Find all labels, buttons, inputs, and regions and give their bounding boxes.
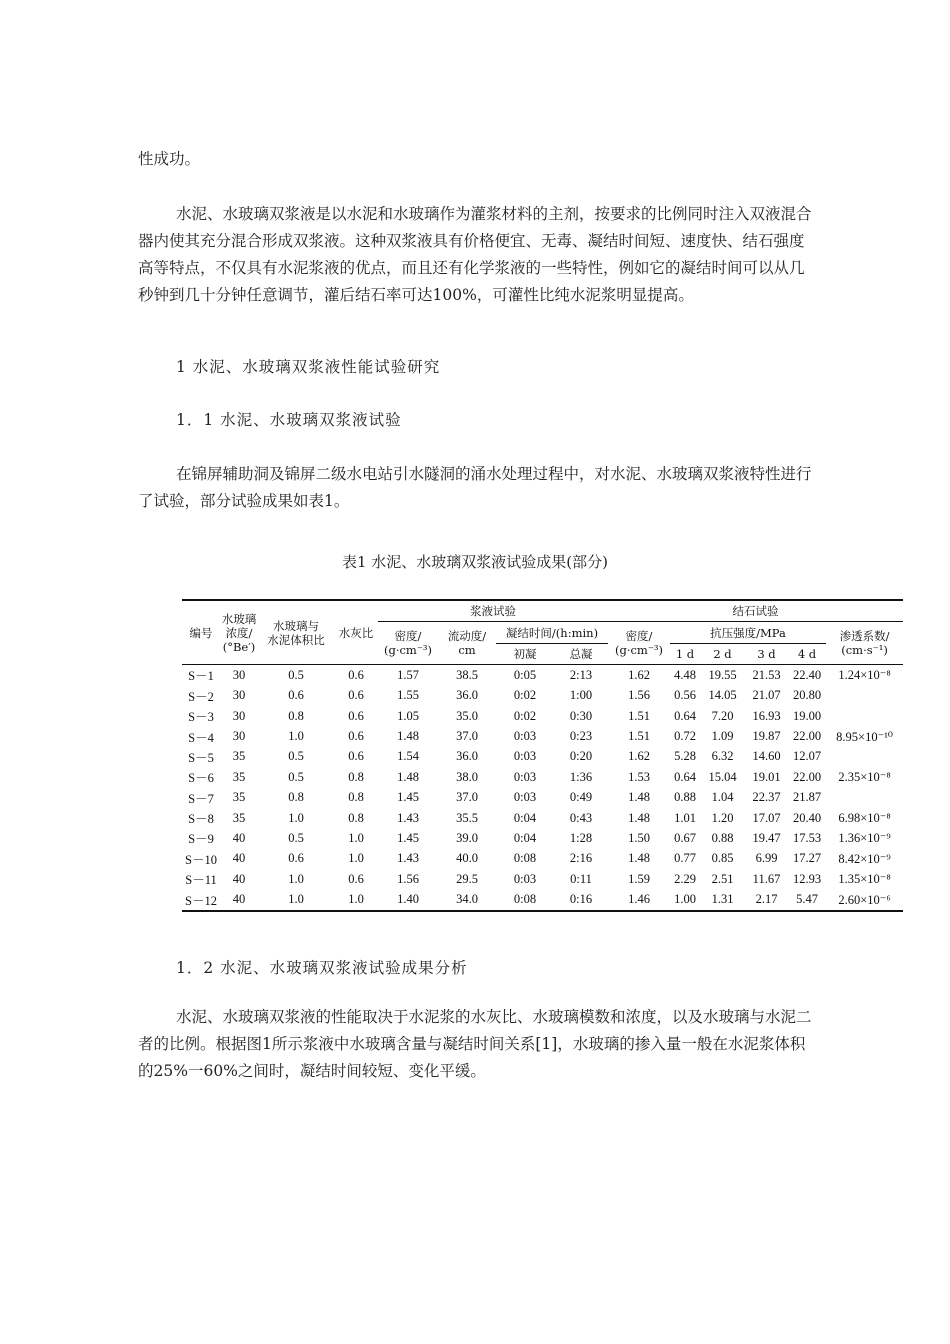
table-cell: 11.67 [752, 871, 781, 886]
table-row [182, 686, 903, 706]
table-cell: 0.6 [348, 708, 364, 723]
col-header-flow [438, 622, 496, 665]
table-cell: 0.8 [348, 790, 364, 805]
table-cell: 0:02 [513, 708, 537, 723]
table-cell: 0:02 [513, 688, 537, 703]
table-row [182, 849, 903, 869]
table-cell: 0:03 [513, 871, 537, 886]
table-cell: 6.32 [711, 749, 734, 764]
col-header-3d: 3 d [745, 643, 788, 664]
table-cell: 40 [232, 871, 246, 886]
table-cell: 14.60 [752, 749, 781, 764]
table-cell: 21.87 [792, 790, 822, 805]
table-cell: 0.72 [674, 729, 696, 744]
table-cell: 36.0 [456, 749, 478, 764]
table-cell: 0:08 [513, 851, 537, 866]
table-row [182, 788, 903, 808]
col-header-stone-density-line1: 密度/ [625, 629, 653, 644]
table-cell: 0.67 [674, 830, 696, 845]
table-cell: 2.35×10⁻⁸ [838, 770, 891, 785]
table-cell: 35 [232, 810, 246, 825]
table-cell: S－9 [188, 832, 214, 847]
table-cell: 1.43 [397, 810, 419, 825]
table-cell: 37.0 [456, 729, 478, 744]
table-cell: 40 [232, 830, 246, 845]
table-cell: 21.07 [752, 688, 781, 703]
table-cell: 1.45 [397, 790, 419, 805]
table-cell: 0:49 [569, 790, 593, 805]
results-table [182, 599, 903, 912]
table-cell: 1.56 [397, 871, 419, 886]
table-cell: 0.6 [288, 851, 304, 866]
table-row [182, 665, 903, 686]
table-cell: 40.0 [456, 851, 478, 866]
table-row [182, 869, 903, 889]
table-row [182, 808, 903, 828]
table-cell: 1.04 [711, 790, 734, 805]
table-cell: 5.47 [788, 889, 826, 910]
col-header-id: 编号 [182, 600, 220, 665]
table-cell: 17.07 [752, 810, 781, 825]
table-cell: S－1 [188, 669, 214, 684]
table-cell: 1.56 [628, 688, 650, 703]
table-cell: 1.53 [628, 769, 650, 784]
col-header-concentration-line3: (°Be′) [222, 639, 256, 654]
table-cell: 22.37 [752, 790, 781, 805]
col-header-volume-ratio [258, 600, 334, 665]
table-cell: 1.48 [397, 729, 419, 744]
table-row [182, 706, 903, 726]
table-cell: 20.80 [792, 688, 822, 703]
table-cell: 1.31 [700, 889, 745, 910]
col-header-permeability-line2: (cm·s⁻¹) [841, 643, 888, 658]
section-heading-1: 1 水泥、水玻璃双浆液性能试验研究 [176, 358, 441, 376]
table-cell: 0.77 [674, 851, 696, 866]
col-header-volume-ratio-line2: 水泥体积比 [267, 632, 325, 647]
table-cell: 2.51 [711, 871, 734, 886]
table-row [182, 726, 903, 746]
table-cell [826, 686, 903, 706]
table-cell: 19.55 [708, 667, 737, 682]
table-cell: 40 [232, 851, 246, 866]
table-cell: 6.98×10⁻⁸ [838, 811, 891, 826]
table-cell: 38.5 [456, 667, 478, 682]
table-body [182, 665, 903, 911]
table-cell: 0.88 [711, 830, 734, 845]
col-header-setting-time: 凝结时间/(h:min) [496, 622, 608, 643]
table-cell: 14.05 [708, 688, 737, 703]
table-cell: 1.57 [397, 667, 419, 682]
table-cell: 1.0 [348, 851, 364, 866]
table-cell: 1.46 [608, 889, 670, 910]
table-cell: 0.8 [348, 810, 364, 825]
analysis-paragraph: 水泥、水玻璃双浆液的性能取决于水泥浆的水灰比、水玻璃模数和浓度，以及水玻璃与水泥二者的比例。根据图1所示浆液中水玻璃含量与凝结时间关系[1]，水玻璃的掺入量一般在水泥浆体积的25%一60%之间时，凝结时间较短、变化平缓。 [138, 1008, 812, 1080]
table-cell: 0.6 [348, 871, 364, 886]
col-header-water-cement: 水灰比 [334, 600, 378, 665]
table-row [182, 747, 903, 767]
table-caption: 表1 水泥、水玻璃双浆液试验成果(部分) [341, 553, 609, 571]
table-cell: 1.0 [288, 729, 304, 744]
table-cell: 1.24×10⁻⁸ [838, 668, 891, 683]
table-cell: S－5 [188, 750, 214, 765]
table-cell: 7.20 [711, 708, 734, 723]
table-cell: 1.45 [397, 830, 419, 845]
table-cell: 2.17 [745, 889, 788, 910]
table-cell: 19.47 [752, 830, 781, 845]
table-cell: 6.99 [755, 851, 778, 866]
table-cell: 0:03 [513, 790, 537, 805]
table-cell: 36.0 [456, 688, 478, 703]
col-header-flow-line2: cm [458, 643, 476, 658]
table-cell: S－2 [188, 689, 214, 704]
table-cell: 1.54 [397, 749, 419, 764]
table-cell [826, 706, 903, 726]
table-cell: 0.8 [348, 769, 364, 784]
table-cell: 22.40 [792, 667, 822, 682]
table-cell: 20.40 [792, 810, 822, 825]
table-cell: 8.95×10⁻¹⁰ [836, 729, 893, 744]
col-header-grout-density [378, 622, 438, 665]
table-cell: 1.0 [288, 810, 304, 825]
table-cell: 1.48 [628, 810, 650, 825]
table-cell: 0.56 [674, 688, 696, 703]
table-cell: 37.0 [456, 790, 478, 805]
table-cell: 30 [232, 708, 246, 723]
col-header-concentration-line1: 水玻璃 [221, 611, 257, 626]
col-header-permeability [826, 622, 903, 665]
table-cell: 5.28 [674, 749, 696, 764]
intro-paragraph: 水泥、水玻璃双浆液是以水泥和水玻璃作为灌浆材料的主剂，按要求的比例同时注入双液混合器内使其充分混合形成双浆液。这种双浆液具有价格便宜、无毒、凝结时间短、速度快、结石强度高等特点，不仅具有水泥浆液的优点，而且还有化学浆液的一些特性，例如它的凝结时间可以从几秒钟到几十分钟任意调节，灌后结石率可达100%，可灌性比纯水泥浆明显提高。 [138, 205, 812, 304]
col-header-concentration [220, 600, 258, 665]
table-cell: 17.53 [792, 830, 822, 845]
table-cell: 1.0 [288, 871, 304, 886]
table-cell: 0:03 [513, 769, 537, 784]
table-cell: S－4 [188, 730, 214, 745]
table-cell: 0:23 [569, 729, 593, 744]
table-cell: 2.60×10⁻⁶ [826, 889, 903, 910]
table-cell: S－12 [182, 889, 220, 910]
table-cell: 39.0 [456, 830, 478, 845]
table-cell: 1.0 [348, 830, 364, 845]
col-header-final-set: 总凝 [554, 643, 608, 664]
table-cell: 1.01 [674, 810, 696, 825]
table-cell: 35.0 [456, 708, 478, 723]
table-cell: 35 [232, 769, 246, 784]
table-cell: 40 [220, 889, 258, 910]
table-cell: 1.59 [628, 871, 650, 886]
group-header-stone: 结石试验 [608, 600, 903, 622]
table-cell: 0.5 [288, 769, 304, 784]
col-header-stone-density [608, 622, 670, 665]
table-cell: 0.85 [711, 851, 734, 866]
section-heading-1-2: 1．2 水泥、水玻璃双浆液试验成果分析 [176, 959, 468, 977]
section-heading-1-1: 1．1 水泥、水玻璃双浆液试验 [176, 411, 402, 429]
table-cell: 0:30 [569, 708, 593, 723]
table-cell: 19.00 [792, 708, 822, 723]
table-cell: 0:11 [570, 871, 592, 886]
table-cell: 1.48 [628, 851, 650, 866]
table-row [182, 889, 903, 910]
table-cell: S－10 [185, 852, 217, 867]
table-cell: 0.8 [288, 708, 304, 723]
table-header-row-1 [182, 600, 903, 622]
table-cell: 1.0 [258, 889, 334, 910]
table-cell: 22.00 [792, 769, 822, 784]
table-cell: 2.29 [674, 871, 696, 886]
table-cell: 4.48 [674, 667, 696, 682]
table-cell: 0.6 [288, 688, 304, 703]
table-cell: 1.0 [334, 889, 378, 910]
table-cell: 0.8 [288, 790, 304, 805]
table-cell: 0.64 [674, 708, 696, 723]
table-cell: 0.6 [348, 729, 364, 744]
table-cell: 0.6 [348, 749, 364, 764]
table-cell: 17.27 [792, 851, 822, 866]
table-cell: 34.0 [438, 889, 496, 910]
table-cell: 0.64 [674, 769, 696, 784]
table-cell: 8.42×10⁻⁹ [838, 851, 891, 866]
table-cell: 1.62 [628, 749, 650, 764]
table-cell: 1.55 [397, 688, 419, 703]
table-row [182, 767, 903, 787]
table-cell: 0:04 [513, 810, 537, 825]
table-cell: 0.88 [674, 790, 696, 805]
table-cell: 1.62 [628, 667, 650, 682]
col-header-grout-density-line2: (g·cm⁻³) [383, 643, 433, 658]
table-cell: 35 [232, 749, 246, 764]
table-cell: 0.6 [348, 667, 364, 682]
col-header-flow-line1: 流动度/ [447, 629, 487, 644]
table-row [182, 828, 903, 848]
table-cell: 30 [232, 729, 246, 744]
table-cell: 12.07 [792, 749, 822, 764]
table-cell: S－6 [188, 771, 214, 786]
table-cell: 2:13 [569, 667, 593, 682]
table-cell: S－11 [185, 873, 217, 888]
table-cell: 0:20 [569, 749, 593, 764]
table-cell: 1:36 [569, 769, 593, 784]
table-cell: 1.35×10⁻⁸ [838, 872, 891, 887]
table-cell: 15.04 [708, 769, 737, 784]
table-cell: 1.48 [628, 790, 650, 805]
col-header-grout-density-line1: 密度/ [394, 629, 422, 644]
table-cell: 19.87 [752, 729, 781, 744]
table-cell: 21.53 [752, 667, 781, 682]
table-cell: 0.6 [348, 688, 364, 703]
table-cell: 35.5 [456, 810, 478, 825]
col-header-stone-density-line2: (g·cm⁻³) [614, 643, 664, 658]
col-header-2d: 2 d [700, 643, 745, 664]
table-cell: 0:16 [554, 889, 608, 910]
continued-paragraph: 性成功。 [138, 150, 201, 168]
table-cell: 1.48 [397, 769, 419, 784]
table-cell: S－8 [188, 812, 214, 827]
col-header-permeability-line1: 渗透系数/ [839, 629, 890, 644]
table-cell: 0.5 [288, 667, 304, 682]
table-cell: 0:04 [513, 830, 537, 845]
table-cell: 12.93 [792, 871, 822, 886]
table-cell: 1.50 [628, 830, 650, 845]
table-cell: 35 [232, 790, 246, 805]
table-cell: 0:05 [513, 667, 537, 682]
table-cell: 1.36×10⁻⁹ [838, 831, 891, 846]
table-cell: 1.40 [378, 889, 438, 910]
table-cell: 19.01 [752, 769, 781, 784]
col-header-4d: 4 d [788, 643, 826, 664]
table-cell: S－3 [188, 710, 214, 725]
col-header-concentration-line2: 浓度/ [225, 625, 253, 640]
table-cell: 1:28 [569, 830, 593, 845]
table-cell: 30 [232, 688, 246, 703]
table-cell: 1.51 [628, 729, 650, 744]
table-cell: 0:43 [569, 810, 593, 825]
table-cell: 30 [232, 667, 246, 682]
table-cell: 1.00 [670, 889, 700, 910]
table-cell: 0:03 [513, 749, 537, 764]
table-cell: 16.93 [752, 708, 781, 723]
col-header-volume-ratio-line1: 水玻璃与 [273, 618, 319, 633]
table-cell: 1.43 [397, 851, 419, 866]
experiment-paragraph: 在锦屏辅助洞及锦屏二级水电站引水隧洞的涌水处理过程中，对水泥、水玻璃双浆液特性进行了试验，部分试验成果如表1。 [138, 465, 812, 510]
table-cell: 1.09 [711, 729, 734, 744]
table-cell: 0.5 [288, 749, 304, 764]
table-cell: 1.51 [628, 708, 650, 723]
col-header-1d: 1 d [670, 643, 700, 664]
table-cell: 38.0 [456, 769, 478, 784]
table-cell [826, 788, 903, 808]
table-cell: 0:08 [496, 889, 554, 910]
table-cell: S－7 [188, 791, 214, 806]
table-cell [826, 747, 903, 767]
col-header-initial-set: 初凝 [496, 643, 554, 664]
table-cell: 22.00 [792, 729, 822, 744]
table-cell: 1.05 [397, 708, 419, 723]
table-cell: 0:03 [513, 729, 537, 744]
table-cell: 29.5 [456, 871, 478, 886]
table-cell: 1:00 [569, 688, 593, 703]
group-header-grout: 浆液试验 [378, 600, 608, 622]
col-header-strength: 抗压强度/MPa [670, 622, 826, 643]
table-cell: 0.5 [288, 830, 304, 845]
table-cell: 2:16 [569, 851, 593, 866]
table-cell: 1.20 [711, 810, 734, 825]
